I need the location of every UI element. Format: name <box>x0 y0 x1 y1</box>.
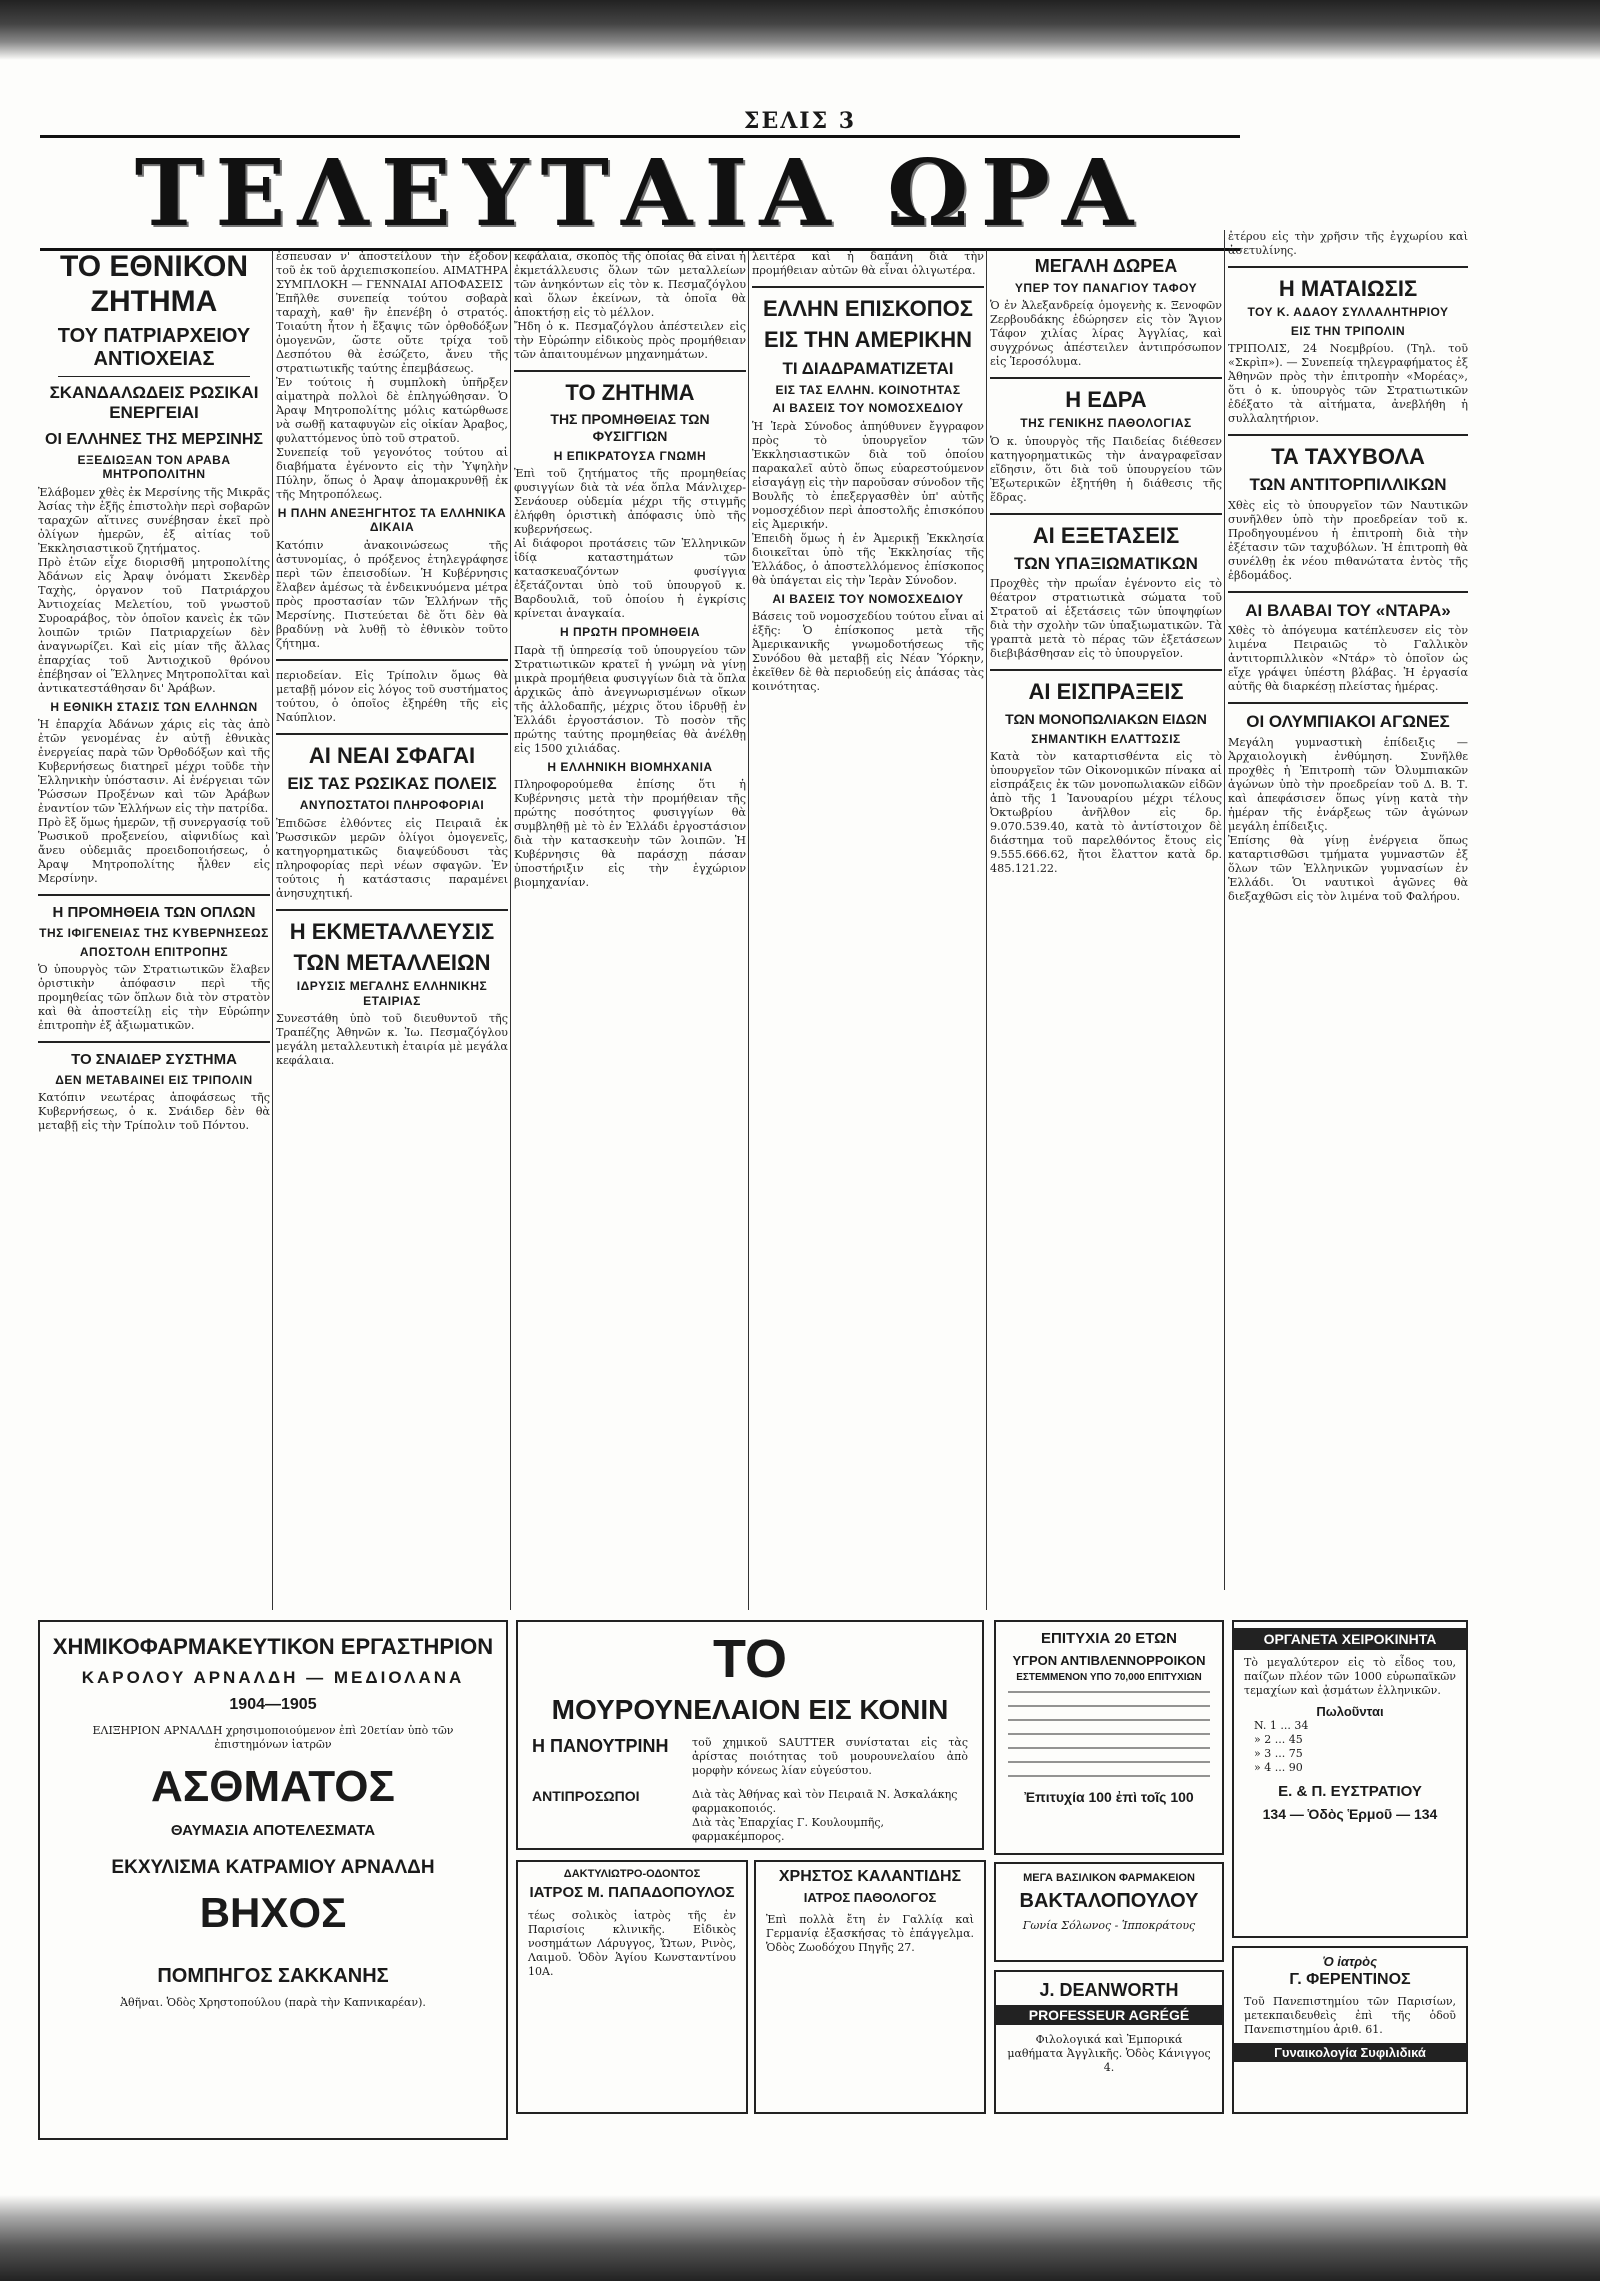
divider <box>514 370 746 372</box>
ad-doctor-ferentinos <box>1232 1946 1468 2114</box>
column-3 <box>514 250 746 890</box>
headline-greek-bishop: ΕΛΛΗΝ ΕΠΙΣΚΟΠΟΣ <box>763 296 973 321</box>
article-paragraph: Ἐπῆλθε συνεπείᾳ τούτου σοβαρὰ ταραχὴ, καθ' ἣν ἐπενέβη ὁ στρατός. Τοιαύτη ἦτον ἡ ἔξαψις τῶν ὀρθοδόξων ὁμογενῶν, ὥστε οὔτε τρίχα τοῦ Δεσπότου θὰ ἐσώζετο, ἄνευ τῆς στρατιωτικῆς ταύτης ἐπεμβάσεως. <box>276 292 508 375</box>
ad-text: Διὰ τὰς Ἐπαρχίας Γ. Κουλουμπῆς, φαρμακέμπορος. <box>692 1816 884 1843</box>
article-paragraph: Κατόπιν ἀνακοινώσεως τῆς ἀστυνομίας, ὁ πρόξενος ἐτηλεγράφησε περὶ τῶν ἐπεισοδίων. Ἡ Κυβέρνησις ἔλαβεν ἀμέσως τὰ ἐνδεικνυόμενα μέτρα πρὸς προστασίαν τῶν Ἑλλήνων τῆς Μερσίνης. Πιστεύεται δὲ ὅτι δὲν θὰ βραδύνῃ νὰ λυθῇ τὸ ἐθνικὸν τοῦτο ζήτημα. <box>276 538 508 650</box>
ad-text: Φιλολογικά καὶ Ἐμπορικά μαθήματα Ἀγγλικῆς. Ὁδὸς Κάνιγγος 4. <box>1007 2033 1211 2074</box>
ad-price-row: » 3 ... 75 <box>1254 1747 1303 1760</box>
article-paragraph: Συνεστάθη ὑπὸ τοῦ διευθυντοῦ τῆς Τραπέζης Ἀθηνῶν κ. Ἰω. Πεσμαζόγλου μεγάλη μεταλλευτικὴ ἑταιρία μὲ μεγάλα κεφάλαια. <box>276 1012 508 1068</box>
ad-years: 1904—1905 <box>229 1696 317 1713</box>
section-subhead: Η ΕΘΝΙΚΗ ΣΤΑΣΙΣ ΤΩΝ ΕΛΛΗΝΩΝ <box>50 699 258 714</box>
column-4 <box>752 250 984 694</box>
ad-subtitle: ΥΓΡΟΝ ΑΝΤΙΒΛΕΝΝΟΡΡΟΙΚΟΝ <box>1012 1653 1206 1668</box>
ad-text: Διὰ τὰς Ἀθήνας καὶ τὸν Πειραιᾶ Ν. Ἀσκαλάκης φαρμακοποιός. <box>692 1788 958 1815</box>
ad-title: ΟΡΓΑΝΕΤΑ ΧΕΙΡΟΚΙΝΗΤΑ <box>1234 1628 1466 1650</box>
ad-title: ΔΑΚΤΥΛΙΩΤΡΟ-ΟΔΟΝΤΟΣ <box>563 1868 701 1880</box>
subhead-destroyers: ΤΩΝ ΑΝΤΙΤΟΡΠΙΛΛΙΚΩΝ <box>1249 475 1447 495</box>
article-paragraph: κεφάλαια, σκοπὸς τῆς ὁποίας θὰ εἶναι ἡ ἐκμετάλλευσις ὅλων τῶν μεταλλείων τῶν ἀνηκόντων εἰς τὸν κ. Πεσμαζόγλου καὶ ὅλων ἐκείνων, τὰ ὁποῖα θὰ ἀποκτήσῃ εἰς τὸ μέλλον. <box>514 250 746 319</box>
ad-title: ΕΠΙΤΥΧΙΑ 20 ΕΤΩΝ <box>1041 1630 1177 1647</box>
subhead-cartridges: ΤΗΣ ΠΡΟΜΗΘΕΙΑΣ ΤΩΝ ΦΥΣΙΓΓΙΩΝ <box>550 411 710 445</box>
ad-text: Τὸ μεγαλύτερον εἰς τὸ εἶδος του, παίζων πλέον τῶν 1000 εὐρωπαϊκῶν τεμαχίων καὶ ᾀσμάτων ἑλληνικῶν. <box>1244 1656 1456 1697</box>
column-rule <box>1224 230 1225 1590</box>
ad-address: Ἀθῆναι. Ὁδὸς Χρηστοπούλου (παρὰ τὴν Καπνικαρέαν). <box>120 1996 426 2009</box>
ad-text: ΕΚΧΥΛΙΣΜΑ ΚΑΤΡΑΜΙΟΥ ΑΡΝΑΛΔΗ <box>111 1857 435 1878</box>
column-1 <box>38 250 270 1133</box>
headline-ntara-damage: ΑΙ ΒΛΑΒΑΙ ΤΟΥ «ΝΤΑΡΑ» <box>1245 600 1451 620</box>
ad-pathologist <box>754 1860 986 2114</box>
subhead-tripoli: ΕΙΣ ΤΗΝ ΤΡΙΠΟΛΙΝ <box>1290 323 1406 338</box>
ad-address: 134 — Ὁδὸς Ἑρμοῦ — 134 <box>1262 1806 1438 1822</box>
section-subhead: ΑΙ ΒΑΣΕΙΣ ΤΟΥ ΝΟΜΟΣΧΕΔΙΟΥ <box>772 591 964 606</box>
ad-product-name: ΜΟΥΡΟΥΝΕΛΑΙΟΝ ΕΙΣ ΚΟΝΙΝ <box>551 1694 949 1725</box>
divider <box>276 909 508 911</box>
subhead-russian-cities: ΕΙΣ ΤΑΣ ΡΩΣΙΚΑΣ ΠΟΛΕΙΣ <box>287 774 497 794</box>
headline-antioch-patriarchate: ΤΟΥ ΠΑΤΡΙΑΡΧΕΙΟΥ ΑΝΤΙΟΧΕΙΑΣ <box>57 325 251 370</box>
article-paragraph: Μεγάλη γυμναστικὴ ἐπίδειξις — Ἀρχαιολογικὴ ἐνθύμηση. Συνῆλθε προχθὲς ἡ Ἐπιτροπὴ τῶν Ὀλυμπιακῶν ἀγώνων ὑπὸ τὴν προεδρείαν τοῦ Δ. Β. Τ. καὶ ἀπεφάσισεν ὅπως γίνῃ κατὰ τὴν ἡμέραν τῆς ἐνάρξεως τῶν ἀγώνων μεγάλη ἐπίδειξις. <box>1228 735 1468 833</box>
ad-brand: Η ΠΑΝΟΥΤΡΙΝΗ <box>532 1736 669 1756</box>
column-6 <box>1228 230 1468 904</box>
ad-title: Ὁ ἰατρὸς <box>1322 1954 1378 1969</box>
ad-text: Τοῦ Πανεπιστημίου τῶν Παρισίων, μετεκπαιδευθεὶς ἐπὶ τῆς ὁδοῦ Πανεπιστημίου ἀριθ. 61. <box>1244 1995 1456 2036</box>
article-paragraph: Ἐπειδὴ ὅμως ἡ ἐν Ἀμερικῇ Ἐκκλησία διοικεῖται ὑπὸ τῆς Ἐκκλησίας τῆς Ἑλλάδος, ὁ ἀποστελλόμενος ἐπίσκοπος θὰ ὑπάγεται εἰς τὴν Ἱερὰν Σύνοδον. <box>752 531 984 587</box>
subhead-holy-sepulchre: ΥΠΕΡ ΤΟΥ ΠΑΝΑΓΙΟΥ ΤΑΦΟΥ <box>1014 280 1198 295</box>
article-paragraph: Χθὲς εἰς τὸ ὑπουργεῖον τῶν Ναυτικῶν συνῆλθεν ὑπὸ τὴν προεδρείαν τοῦ κ. Προδηγουμένου ἡ ἐπιτροπὴ διὰ τὴν ἐξέτασιν τῶν ταχυβόλων. Ἡ ἐπιτροπὴ θὰ συνέλθῃ ἐκ νέου πιθανώτατα ἐντὸς τῆς ἑβδομάδος. <box>1228 498 1468 582</box>
ad-specialty: Γυναικολογία Συφιλιδικά <box>1234 2043 1466 2062</box>
divider <box>38 1041 270 1043</box>
ad-title: ΧΗΜΙΚΟΦΑΡΜΑΚΕΥΤΙΚΟΝ ΕΡΓΑΣΤΗΡΙΟΝ <box>52 1634 494 1659</box>
divider <box>1228 434 1468 436</box>
article-paragraph: Ἐλάβομεν χθὲς ἐκ Μερσίνης τῆς Μικρᾶς Ἀσίας τὴν ἑξῆς ἐπιστολὴν περὶ σοβαρῶν ταραχῶν αἵτινες συνέβησαν ἐκεῖ πρὸ ὀλίγων ἡμερῶν, ἐξ αἰτίας τοῦ Ἐκκλησιαστικοῦ ζητήματος. <box>38 485 270 555</box>
column-rule <box>510 250 511 1610</box>
ad-text: Ἐπὶ πολλὰ ἔτη ἐν Γαλλίᾳ καὶ Γερμανίᾳ ἐξασκήσας τὸ ἐπάγγελμα. Ὁδὸς Ζωοδόχου Πηγῆς 27. <box>766 1913 974 1954</box>
ad-price-list <box>1254 1719 1446 1775</box>
ad-asthma-title: ΑΣΘΜΑΤΟΣ <box>151 1762 395 1811</box>
page-top-scan-edge <box>0 0 1600 60</box>
divider <box>276 733 508 735</box>
article-paragraph: Ὁ ὑπουργὸς τῶν Στρατιωτικῶν ἔλαβεν ὁριστικὴν ἀπόφασιν περὶ τῆς προμηθείας τῶν ὅπλων διὰ τὸν στρατὸν καὶ θὰ ἀποστείλῃ εἰς τὴν Εὐρώπην ἐπιτροπὴν ἐξ ἀξιωματικῶν. <box>38 962 270 1032</box>
divider <box>752 286 984 288</box>
article-paragraph: περιοδείαν. Εἰς Τρίπολιν ὅμως θὰ μεταβῇ μόνον εἰς λόγος τοῦ συστήματος τούτου, ὁ ὁποῖος ἐξηρέθη τῆς εἰς Ναύπλιον. <box>276 668 508 724</box>
ad-seller: Ε. & Π. ΕΥΣΤΡΑΤΙΟΥ <box>1278 1783 1422 1800</box>
subhead-prevailing-opinion: Η ΕΠΙΚΡΑΤΟΥΣΑ ΓΝΩΜΗ <box>553 448 707 463</box>
subhead-government: ΤΗΣ ΙΦΙΓΕΝΕΙΑΣ ΤΗΣ ΚΥΒΕΡΝΗΣΕΩΣ <box>39 926 269 941</box>
section-subhead: Η ΕΛΛΗΝΙΚΗ ΒΙΟΜΗΧΑΝΙΑ <box>547 759 713 774</box>
article-paragraph: Συνεπείᾳ τοῦ γεγονότος τούτου αἱ διαβήματα ἐγένοντο εἰς τὴν Ὑψηλὴν Πύλην, ὅπως ὁ Ἀραψ ἀπομακρυνθῇ ἐκ τῆς Μητροπόλεως. <box>276 446 508 501</box>
ad-title: ΤΟ <box>712 1629 787 1689</box>
headline-olympic-games: ΟΙ ΟΛΥΜΠΙΑΚΟΙ ΑΓΩΝΕΣ <box>1246 712 1450 732</box>
article-paragraph: Ὁ ἐν Ἀλεξανδρείᾳ ὁμογενὴς κ. Ξενοφῶν Ζερβουδάκης ἐδώρησεν εἰς τὸν Ἅγιον Τάφον χιλίας λίρας Ἀγγλίας, καὶ συγχρόνως ἀπέστειλεν ἀντιπρόσωπον εἰς Ἱεροσόλυμα. <box>990 299 1222 369</box>
subhead-tripoli: ΔΕΝ ΜΕΤΑΒΑΙΝΕΙ ΕΙΣ ΤΡΙΠΟΛΙΝ <box>55 1072 253 1087</box>
headline-great-donation: ΜΕΓΑΛΗ ΔΩΡΕΑ <box>1034 256 1178 276</box>
ad-name: Γ. ΦΕΡΕΝΤΙΝΟΣ <box>1289 1971 1411 1988</box>
ad-dentist <box>516 1860 748 2114</box>
subhead-communities: ΕΙΣ ΤΑΣ ΕΛΛΗΝ. ΚΟΙΝΟΤΗΤΑΣ <box>775 382 961 397</box>
article-paragraph: Ἡ ἐπαρχία Ἀδάνων χάρις εἰς τὰς ἀπὸ ἐτῶν γενομένας ἐν αὐτῇ ἐθνικὰς ἐνεργείας παρὰ τῶν Ὀρθοδόξων καὶ τῆς Κυβερνήσεως διατηρεῖ μέχρι τοῦδε τὴν Ἑλληνικὴν ὑπόστασιν. Αἱ ἐνέργειαι τῶν Ῥώσσων Προξένων καὶ τῶν Ἀράβων ἐναντίον τῶν Ἑλλήνων εἰς τὴν πατρίδα. <box>38 718 270 816</box>
headline-snider-system: ΤΟ ΣΝΑΙΔΕΡ ΣΥΣΤΗΜΑ <box>71 1050 237 1068</box>
headline-the-chair: Η ΕΔΡΑ <box>1065 387 1147 413</box>
ad-text: τέως σολικὸς ἰατρὸς τῆς ἐν Παρισίοις κλινικῆς. Εἰδικὸς νοσημάτων Λάρυγγος, Ὤτων, Ρινὸς, Λαιμοῦ. Ὁδὸν Ἁγίου Κωνσταντίνου 10Α. <box>528 1909 736 1978</box>
headline-america: ΕΙΣ ΤΗΝ ΑΜΕΡΙΚΗΝ <box>764 327 972 353</box>
article-paragraph: Πρὸ ἓξ ὅμως ἡμερῶν, τῇ συνεργασίᾳ τοῦ Ῥωσικοῦ προξενείου, αἰφνιδίως καὶ ἄνευ οὐδεμιᾶς προειδοποιήσεως, ὁ Ἀραψ Μητροπολίτης ἦλθεν εἰς Μερσίνην. <box>38 816 270 886</box>
headline-weapons-supply: Η ΠΡΟΜΗΘΕΙΑ ΤΩΝ ΟΠΛΩΝ <box>52 904 256 922</box>
article-paragraph: Ἐπιδῶσε ἐλθόντες εἰς Πειραιᾶ ἐκ Ῥωσσικῶν μερῶν ὀλίγοι ὁμογενεῖς, κατηγορηματικῶς διαψεύδουσι τὰς πληροφορίας περὶ νέων σφαγῶν. Ἐν τούτοις ἡ κατάστασις παραμένει ἀνησυχητική. <box>276 816 508 900</box>
headline-the-question: ΤΟ ΖΗΤΗΜΑ <box>565 380 695 405</box>
section-subhead: Η ΠΡΩΤΗ ΠΡΟΜΗΘΕΙΑ <box>559 625 701 640</box>
headline-mines: ΤΩΝ ΜΕΤΑΛΛΕΙΩΝ <box>293 950 491 976</box>
article-paragraph: Ὁ κ. ὑπουργὸς τῆς Παιδείας διέθεσεν κατηγορηματικῶς τὴν ἀναγραφεῖσαν εἴδησιν, ὅτι διὰ τοῦ ὑπουργείου τῶν Ἐξωτερικῶν ἐξητήθη ἡ διάθεσις τῆς ἕδρας. <box>990 434 1222 504</box>
ad-subtitle: ΚΑΡΟΛΟΥ ΑΡΝΑΛΔΗ — ΜΕΔΙΟΛΑΝΑ <box>81 1668 465 1687</box>
ad-price-row: » 2 ... 45 <box>1254 1733 1303 1746</box>
divider <box>990 377 1222 379</box>
subhead-rally: ΤΟΥ Κ. ΑΔΑΟΥ ΣΥΛΛΑΛΗΤΗΡΙΟΥ <box>1247 305 1449 320</box>
article-paragraph: Κατὰ τὸν καταρτισθέντα εἰς τὸ ὑπουργεῖον τῶν Οἰκονομικῶν πίνακα αἱ εἰσπράξεις ἐκ τῶν μονοπωλιακῶν εἰδῶν ἀπὸ τῆς 1 Ἰανουαρίου μέχρι τέλους Ὀκτωβρίου ἀνῆλθον εἰς δρ. 9.070.539.40, κατὰ τὸ ἀντίστοιχον δὲ διάστημα τοῦ παρελθόντος ἔτους εἰς 9.555.666.62, ἤτοι ἔλαττον κατὰ δρ. 485.121.22. <box>990 749 1222 875</box>
ad-name: ΙΑΤΡΟΣ Μ. ΠΑΠΑΔΟΠΟΥΛΟΣ <box>529 1884 735 1901</box>
ad-prices-label: Πωλοῦνται <box>1316 1704 1384 1719</box>
article-paragraph: Ἐπὶ τοῦ ζητήματος τῆς προμηθείας φυσιγγίων διὰ τὰ νέα ὅπλα Μάνλιχερ-Σενάουερ οὐδεμία μέχρι τῆς στιγμῆς ἐλήφθη ὁριστικὴ ἀπόφασις ὑπὸ τῆς κυβερνήσεως. <box>514 467 746 537</box>
ad-subtitle: ΕΣΤΕΜΜΕΝΟΝ ΥΠΟ 70,000 ΕΠΙΤΥΧΙΩΝ <box>1016 1672 1202 1683</box>
column-rule <box>986 250 987 1610</box>
ad-pharmacy <box>994 1862 1224 1962</box>
ad-cough-title: ΒΗΧΟΣ <box>199 1889 347 1936</box>
section-subhead: ΑΙ ΒΑΣΕΙΣ ΤΟΥ ΝΟΜΟΣΧΕΔΙΟΥ <box>772 401 964 416</box>
ad-fine-print <box>1008 1691 1210 1781</box>
ad-cod-liver-oil <box>516 1620 984 1850</box>
ad-name: ΒΑΚΤΑΛΟΠΟΥΛΟΥ <box>1019 1890 1199 1912</box>
article-paragraph: Αἱ διάφοροι προτάσεις τῶν Ἑλληνικῶν ἰδίᾳ καταστημάτων τῶν κατασκευαζόντων φυσίγγια ἐξετάζονται ὑπὸ τοῦ ὑπουργοῦ κ. Βαρδουλιᾶ, τοῦ ὁποίου ἡ ἐγκρίσις κρίνεται ἀναγκαία. <box>514 537 746 621</box>
article-paragraph: Βάσεις τοῦ νομοσχεδίου τούτου εἶναι αἱ ἑξῆς: Ὁ ἐπίσκοπος μετὰ τῆς Ἀμερικανικῆς γνωμοδοτήσεως τῆς Συνόδου θὰ μεταβῇ εἰς Νέαν Ὑόρκην, ἐκεῖθεν δὲ θὰ περιοδεύῃ εἰς ἁπάσας τὰς κοινότητας. <box>752 610 984 694</box>
ad-subtitle: ΙΑΤΡΟΣ ΠΑΘΟΛΟΓΟΣ <box>803 1890 937 1905</box>
divider <box>1228 702 1468 704</box>
ad-name: ΧΡΗΣΤΟΣ ΚΑΛΑΝΤΙΔΗΣ <box>778 1868 962 1885</box>
divider <box>990 513 1222 515</box>
article-paragraph: Πρὸ ἐτῶν εἶχε διορισθῆ μητροπολίτης Ἀδάνων εἰς Ἀραψ ὀνόματι Σκενδὲρ Ταχὴς, ὀργανον τοῦ Πατριάρχου Ἀντιοχείας Μελετίου, τοῦ γνωστοῦ Συροαράβος, τὸν ὁποῖον κανεὶς ἐκ τῶν λοιπῶν τριῶν Πατριαρχείων δὲν ἀναγνωρίζει. Καὶ εἰς μίαν τῆς ἄλλας ἐπαρχίας τοῦ Ἀντιοχικοῦ θρόνου ἐπέβησαν οἱ Ἕλληνες Μητροπολῖται καὶ ἀντικατεστάθησαν δι' Ἀράβων. <box>38 555 270 695</box>
article-paragraph: Προχθὲς τὴν πρωΐαν ἐγένοντο εἰς τὸ θέατρον στρατιωτικὰ σώματα τοῦ Στρατοῦ αἱ ἐξετάσεις τῶν ὑποψηφίων διὰ τὴν σχολὴν τῶν ὑπαξιωματικῶν. Τὰ γραπτὰ μετὰ τὸ πέρας τῶν ἐξετάσεων διεβιβάσθησαν εἰς τὸ ὑπουργεῖον. <box>990 577 1222 661</box>
divider <box>990 669 1222 671</box>
divider <box>276 659 508 661</box>
headline-cancellation: Η ΜΑΤΑΙΩΣΙΣ <box>1278 276 1418 301</box>
ad-address: Γωνία Σόλωνος - Ἱπποκράτους <box>1022 1919 1196 1932</box>
subhead-committee: ΑΠΟΣΤΟΛΗ ΕΠΙΤΡΟΠΗΣ <box>79 944 229 959</box>
ad-text: ΕΛΙΞΗΡΙΟΝ ΑΡΝΑΛΔΗ χρησιμοποιούμενον ἐπὶ 20ετίαν ὑπὸ τῶν ἐπιστημόνων ἰατρῶν <box>92 1724 454 1751</box>
article-paragraph: Παρὰ τῇ ὑπηρεσίᾳ τοῦ ὑπουργείου τῶν Στρατιωτικῶν κρατεῖ ἡ γνώμη νὰ γίνῃ μικρὰ προμήθεια φυσιγγίων διὰ τὰ ὅπλα ἀρχικῶς ἀπὸ ἀνεγνωρισμένων οἴκων τῆς ἀλλοδαπῆς, μέχρις ὅτου ἱδρυθῇ ἐν Ἑλλάδι ἐργοστάσιον. Τὸ ποσὸν τῆς πρώτης ταύτης προμηθείας θὰ ἀνέλθῃ εἰς 1500 χιλιάδας. <box>514 643 746 755</box>
divider <box>1228 591 1468 593</box>
ad-text: τοῦ χημικοῦ SAUTTER συνίσταται εἰς τὰς ἀρίστας ποιότητας τοῦ μουρουνελαίου ἀπὸ μορφὴν κόνεως λίαν εὐγεύστου. <box>692 1736 968 1777</box>
article-paragraph: ΤΡΙΠΟΛΙΣ, 24 Νοεμβρίου. (Τηλ. τοῦ «Σκρὶπ»). — Συνεπείᾳ τηλεγραφήματος ἐξ Ἀθηνῶν πρὸς τὴν ἐπιτροπὴν «Μορέας», ὅτι ὁ κ. ὑπουργὸς τῶν Στρατιωτικῶν ἐδέξατο τὰ αἰτήματα, ἀνεβλήθη ἡ συλλαλητήριον. <box>1228 342 1468 426</box>
ad-deanworth-tutor <box>994 1970 1224 2114</box>
ad-name: J. DEANWORTH <box>1039 1980 1179 2000</box>
headline-guns: ΤΑ ΤΑΧΥΒΟΛΑ <box>1271 444 1425 470</box>
article-paragraph: Ἤδη ὁ κ. Πεσμαζόγλου ἀπέστειλεν εἰς τὴν Εὐρώπην εἰδικοὺς πρὸς προμήθειαν τῶν ἀπαιτουμένων μηχανημάτων. <box>514 320 746 361</box>
article-paragraph: λειτέρα καὶ ἡ δαπάνη διὰ τὴν προμήθειαν αὐτῶν θὰ εἶναι ὀλιγωτέρα. <box>752 250 984 277</box>
subhead-unfounded-reports: ΑΝΥΠΟΣΤΑΤΟΙ ΠΛΗΡΟΦΟΡΙΑΙ <box>299 798 485 813</box>
ad-title: ΜΕΓΑ ΒΑΣΙΛΙΚΟΝ ΦΑΡΜΑΚΕΙΟΝ <box>1023 1872 1195 1884</box>
subhead-monopoly-goods: ΤΩΝ ΜΟΝΟΠΩΛΙΑΚΩΝ ΕΙΔΩΝ <box>1005 710 1207 727</box>
page-number: ΣΕΛΙΣ 3 <box>743 108 857 134</box>
masthead-title: ΤΕΛΕΥΤΑΙΑ ΩΡΑ <box>134 139 1146 247</box>
ad-text: Ἐπιτυχία 100 ἐπὶ τοῖς 100 <box>1024 1789 1194 1805</box>
subhead-decrease: ΣΗΜΑΝΤΙΚΗ ΕΛΑΤΤΩΣΙΣ <box>1031 731 1181 746</box>
subhead-nco: ΤΩΝ ΥΠΑΞΙΩΜΑΤΙΚΩΝ <box>1014 554 1198 574</box>
article-paragraph: Κατόπιν νεωτέρας ἀποφάσεως τῆς Κυβερνήσεως, ὁ κ. Σνάιδερ δὲν θὰ μεταβῇ εἰς τὴν Τρίπολιν τοῦ Πόντου. <box>38 1091 270 1133</box>
subhead-pathology: ΤΗΣ ΓΕΝΙΚΗΣ ΠΑΘΟΛΟΓΙΑΣ <box>1020 416 1192 431</box>
subhead-expelled-metropolitan: ΕΞΕΔΙΩΞΑΝ ΤΟΝ ΑΡΑΒΑ ΜΗΤΡΟΠΟΛΙΤΗΝ <box>77 452 231 482</box>
column-rule <box>272 250 273 1610</box>
masthead-banner <box>40 135 1240 251</box>
ad-subtitle: PROFESSEUR AGRÉGÉ <box>996 2005 1222 2025</box>
divider <box>1228 266 1468 268</box>
article-paragraph: Πληροφορούμεθα ἐπίσης ὅτι ἡ Κυβέρνησις μετὰ τὴν προμήθειαν τῆς πρώτης ποσότητος φυσιγγίων θὰ συμβληθῇ μὲ τὸ ἐν Ἑλλάδι ἐργοστάσιον διὰ τὴν κατασκευὴν τῶν λοιπῶν. Ἡ Κυβέρνησις θὰ παράσχῃ πάσαν ὑποστήριξιν εἰς τὴν ἐγχώριον βιομηχανίαν. <box>514 778 746 890</box>
ad-success-20-years <box>994 1620 1224 1855</box>
article-paragraph: Ἡ Ἱερὰ Σύνοδος ἀπηύθυνεν ἔγγραφον πρὸς τὸ ὑπουργεῖον τῶν Ἐκκλησιαστικῶν διὰ τοῦ ὁποίου παρακαλεῖ αὐτὸ ὅπως εὐαρεστούμενον εἰσαγάγῃ εἰς τὴν παροῦσαν σύνοδον τῆς Βουλῆς τὸ ἐπεξεργασθὲν ὑπ' αὐτῆς νομοσχέδιον περὶ ἀποστολῆς ἐπισκόπου εἰς Ἀμερικήν. <box>752 419 984 531</box>
ad-text: ΘΑΥΜΑΣΙΑ ΑΠΟΤΕΛΕΣΜΑΤΑ <box>170 1822 376 1839</box>
subhead-what-happens: ΤΙ ΔΙΑΔΡΑΜΑΤΙΖΕΤΑΙ <box>782 358 954 378</box>
subhead-russian-actions: ΣΚΑΝΔΑΛΩΔΕΙΣ ΡΩΣΙΚΑΙ ΕΝΕΡΓΕΙΑΙ <box>49 383 259 423</box>
divider <box>38 894 270 896</box>
headline-new-massacres: ΑΙ ΝΕΑΙ ΣΦΑΓΑΙ <box>308 742 476 768</box>
article-paragraph: Χθὲς τὸ ἀπόγευμα κατέπλευσεν εἰς τὸν λιμένα Πειραιῶς τὸ Γαλλικὸν ἀντιτορπιλλικὸν «Ντάρ» τὸ ὁποῖον ὡς εἴχε γράψει ὑπέστη βλάβας. Ἡ ἐργασία αὐτῆς θὰ διαρκέσῃ πλείστας ἡμέρας. <box>1228 624 1468 694</box>
ad-price-row: N. 1 ... 34 <box>1254 1719 1309 1732</box>
article-paragraph: ἐτέρου εἰς τὴν χρῆσιν τῆς ἐγχωρίου καὶ ἀσετυλίνης. <box>1228 230 1468 257</box>
subhead-mersin-greeks: ΟΙ ΕΛΛΗΝΕΣ ΤΗΣ ΜΕΡΣΙΝΗΣ <box>45 430 263 448</box>
ad-footer-name: ΠΟΜΠΗΓΟΣ ΣΑΚΚΑΝΗΣ <box>157 1965 389 1987</box>
headline-national-question: ΤΟ ΕΘΝΙΚΟΝ ΖΗΤΗΜΑ <box>59 250 249 318</box>
article-paragraph: Ἐπίσης θὰ γίνῃ ἐνέργεια ὅπως καταρτισθῶσι τμήματα γυμναστῶν ἐξ ὅλων τῶν Ἑλληνικῶν γυμνασίων ἐν Ἑλλάδι. Ὁι ναυτικοὶ ἀγῶνες θὰ διεξαχθῶσι εἰς τὸν λιμένα τοῦ Φαλήρου. <box>1228 833 1468 903</box>
headline-exploitation: Η ΕΚΜΕΤΑΛΛΕΥΣΙΣ <box>289 918 495 944</box>
ad-hand-organs <box>1232 1620 1468 1938</box>
headline-revenues: ΑΙ ΕΙΣΠΡΑΞΕΙΣ <box>1028 679 1184 705</box>
article-paragraph: Ἐν τούτοις ἡ συμπλοκὴ ὑπῆρξεν αἱματηρὰ πολλοὶ δὲ ἐπληγώθησαν. Ὁ Ἀραψ Μητροπολίτης μόλις κατώρθωσε νὰ σωθῇ καταφυγὼν εἰς οἰκίαν Ἀραβος, φυλαττόμενος ὑπὸ τοῦ στρατοῦ. <box>276 376 508 445</box>
headline-exams: ΑΙ ΕΞΕΤΑΣΕΙΣ <box>1032 522 1180 548</box>
column-5 <box>990 250 1222 876</box>
divider <box>58 376 250 377</box>
ad-agents-label: ΑΝΤΙΠΡΟΣΩΠΟΙ <box>532 1788 640 1804</box>
column-2 <box>276 250 508 1068</box>
article-paragraph: ἐσπευσαν ν' ἀποστείλουν τὴν ἐξοδον τοῦ ἐκ τοῦ ἀρχιεπισκοπείου. ΑΙΜΑΤΗΡΑ ΣΥΜΠΛΟΚΗ — ΓΕΝΝΑΙΑΙ ΑΠΟΦΑΣΕΙΣ <box>276 250 508 291</box>
section-subhead: Η ΠΛΗΝ ΑΝΕΞΗΓΗΤΟΣ ΤΑ ΕΛΛΗΝΙΚΑ ΔΙΚΑΙΑ <box>277 506 507 535</box>
ad-price-row: » 4 ... 90 <box>1254 1761 1303 1774</box>
page-bottom-scan-edge <box>0 2195 1600 2281</box>
ad-arnaldi-laboratory <box>38 1620 508 2140</box>
column-rule <box>748 250 749 1610</box>
subhead-company: ΙΔΡΥΣΙΣ ΜΕΓΑΛΗΣ ΕΛΛΗΝΙΚΗΣ ΕΤΑΙΡΙΑΣ <box>296 979 488 1008</box>
